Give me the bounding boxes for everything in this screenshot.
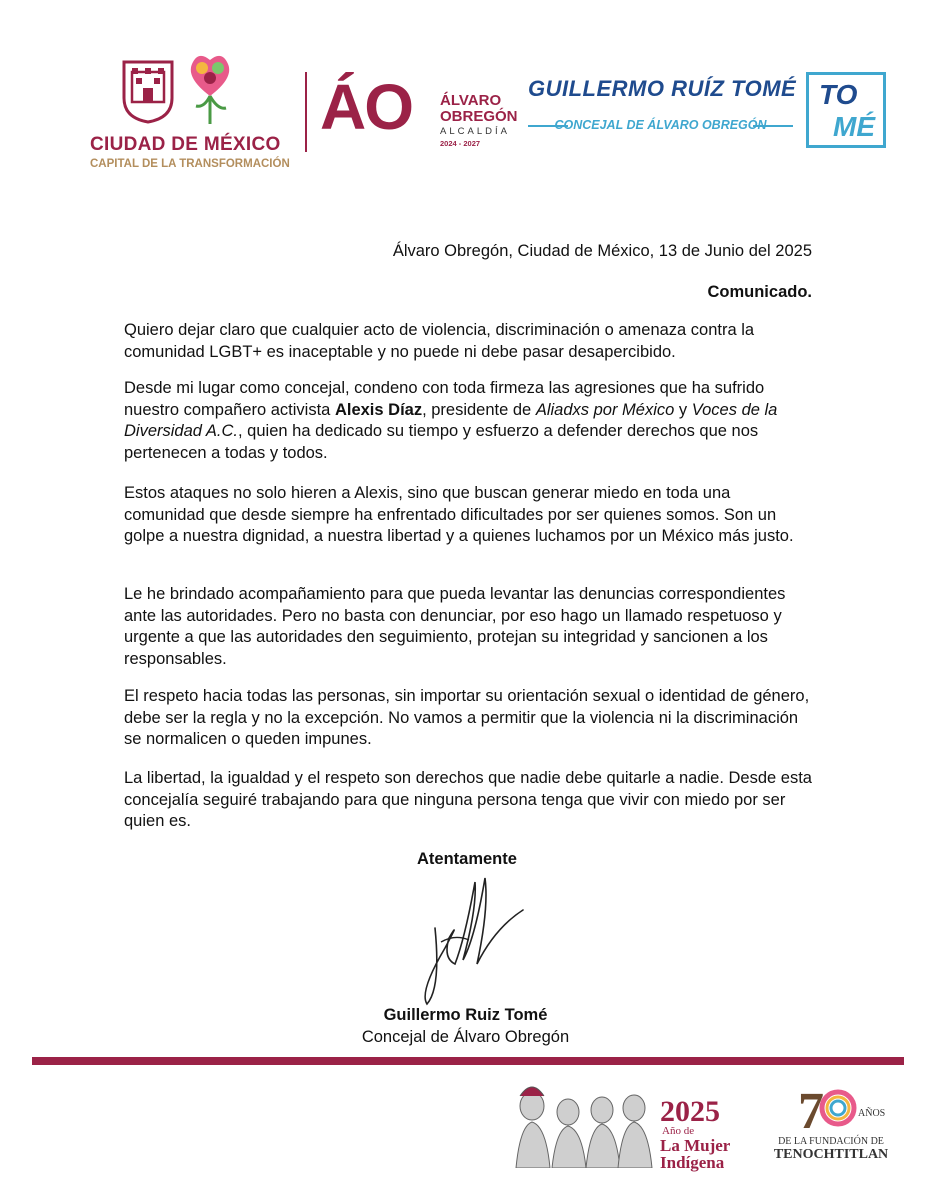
p2-text-d: , quien ha dedicado su tiempo y esfuerzo a defender derechos que nos pertenecen a todas y todos.	[124, 422, 759, 462]
ao-years: 2024 - 2027	[440, 139, 481, 148]
activist-name: Alexis Díaz	[334, 400, 423, 419]
tome-line1: TO	[819, 79, 858, 110]
signer-role: Concejal de Álvaro Obregón	[361, 1028, 570, 1046]
indigenous-women-illustration-icon	[510, 1076, 655, 1168]
ao-name	[440, 93, 518, 125]
p2-text-a: Desde mi lugar como concejal, condeno con toda firmeza las agresiones que ha sufrido nuestro compañero activista	[124, 379, 765, 419]
ao-initials: ÁO	[320, 71, 412, 143]
subject: Comunicado.	[707, 283, 812, 301]
letterhead	[0, 0, 931, 200]
year-number: 2025	[660, 1095, 720, 1128]
dahlia-heart-icon	[182, 50, 238, 128]
ao-name-line2: OBREGÓN	[440, 108, 518, 125]
cdmx-crest-icon	[120, 58, 176, 124]
signer-name: Guillermo Ruiz Tomé	[383, 1006, 548, 1024]
p2-text-c: y	[674, 400, 692, 419]
seventy-seven: 7	[798, 1083, 824, 1134]
councilor-name: GUILLERMO RUÍZ TOMÉ	[528, 76, 797, 101]
seventy-line2: TENOCHTITLAN	[773, 1147, 889, 1162]
ao-name-line1: ÁLVARO	[440, 92, 502, 109]
mujer-indigena-logo	[660, 1095, 740, 1172]
signature-icon	[405, 868, 535, 1008]
seventy-anos: AÑOS	[858, 1108, 886, 1119]
tome-line2: MÉ	[833, 111, 875, 142]
org-voces: Voces de la Diversidad A.C.	[124, 400, 778, 440]
paragraph-2	[124, 378, 812, 464]
closing: Atentamente	[417, 850, 517, 868]
paragraph-6: La libertad, la igualdad y el respeto son derechos que nadie debe quitarle a nadie. Desde esta concejalía seguiré trabajando para que ninguna persona tenga que vivir con miedo por ser quien es.	[124, 769, 812, 830]
ao-alcaldia: ALCALDÍA	[440, 126, 510, 137]
tome-logo	[806, 72, 886, 148]
footer-bar	[32, 1057, 904, 1065]
org-aliadxs: Aliadxs por México	[535, 400, 675, 419]
councilor-title: CONCEJAL DE ÁLVARO OBREGÓN	[554, 118, 767, 132]
paragraph-3: Estos ataques no solo hieren a Alexis, sino que buscan generar miedo en toda una comunidad que desde siempre ha enfrentado dificultades por ser quienes somos. Son un golpe a nuestra dignidad, a nuestra libertad y a quienes luchamos por un México más justo.	[124, 484, 794, 545]
year-line2: La Mujer	[660, 1136, 731, 1155]
cdmx-logo	[90, 44, 300, 184]
cdmx-title: CIUDAD DE MÉXICO	[90, 134, 281, 155]
paragraph-5: El respeto hacia todas las personas, sin importar su orientación sexual o identidad de género, debe ser la regla y no la excepción. No vamos a permitir que la violencia ni la discriminación se normalicen o queden impunes.	[124, 687, 810, 748]
seventy-number	[770, 1082, 892, 1134]
alcaldia-logo	[320, 71, 530, 155]
paragraph-4: Le he brindado acompañamiento para que pueda levantar las denuncias correspondientes ante las autoridades. Pero no basta con denunciar, por eso hago un llamado respetuoso y urgente a que las autoridades den seguimiento, protejan su integridad y sancionen a los responsables.	[124, 585, 786, 668]
paragraph-1: Quiero dejar claro que cualquier acto de violencia, discriminación o amenaza contra la comunidad LGBT+ es inaceptable y no puede ni debe pasar desapercibido.	[124, 321, 755, 361]
dateline: Álvaro Obregón, Ciudad de México, 13 de Junio del 2025	[392, 242, 812, 260]
year-line3: Indígena	[660, 1153, 725, 1172]
year-small: Año de	[662, 1125, 695, 1137]
p2-text-b: , presidente de	[422, 400, 536, 419]
seventy-line1: DE LA FUNDACIÓN DE	[778, 1136, 884, 1147]
tenochtitlan-logo	[770, 1082, 892, 1163]
cdmx-subtitle: CAPITAL DE LA TRANSFORMACIÓN	[90, 158, 290, 170]
header-divider	[305, 72, 307, 152]
